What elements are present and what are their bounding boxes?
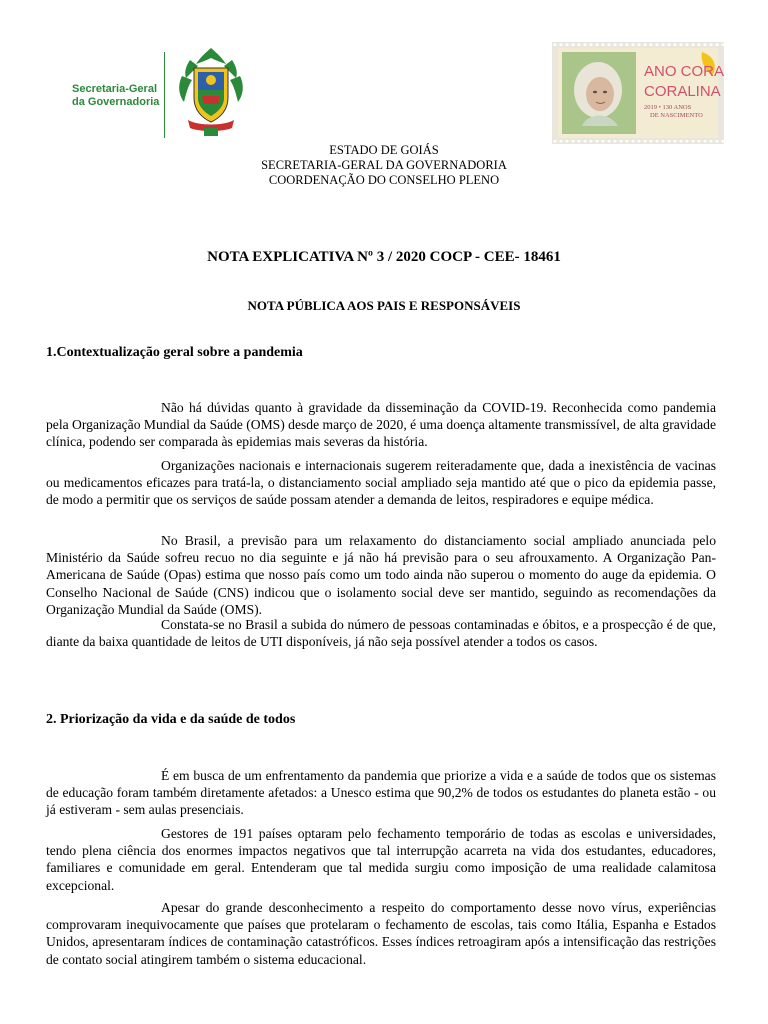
stamp-line2: CORALINA xyxy=(644,83,721,100)
government-header xyxy=(0,143,768,188)
ano-cora-coralina-stamp xyxy=(552,42,724,144)
section-1-paragraph: Não há dúvidas quanto à gravidade da disseminação da COVID-19. Reconhecida como pandemia pela Organização Mundial da Saúde (OMS) desde março de 2020, é uma doença altamente transmissível, de alta gravidade clínica, podendo ser comparada às epidemias mais severas da história. xyxy=(46,400,716,450)
section-1-paragraph: No Brasil, a previsão para um relaxamento do distanciamento social ampliado anunciada pelo Ministério da Saúde sofreu recuo no dia seguinte e já não há previsão para o seu afrouxamento. A Organização Pan-Americana de Saúde (Opas) estima que nosso país como um todo ainda não superou o momento do auge da epidemia. O Conselho Nacional de Saúde (CNS) indicou que o isolamento social deve ser mantido, seguindo as recomendações da Organização Mundial da Saúde (OMS). xyxy=(46,533,716,617)
section-2-paragraph: Gestores de 191 países optaram pelo fechamento temporário de todas as escolas e universidades, tendo plena ciência dos enormes impactos negativos que tal interrupção acarreta na vida dos estudantes, educadores, familiares e comunidade em geral. Entenderam que tal medida surgiu como imposição de uma realidade calamitosa excepcional. xyxy=(46,826,716,893)
section-2-title: 2. Priorização da vida e da saúde de todos xyxy=(46,712,296,727)
header-divider xyxy=(164,52,165,138)
document-subtitle: NOTA PÚBLICA AOS PAIS E RESPONSÁVEIS xyxy=(247,298,521,313)
gov-line-secretariat: SECRETARIA-GERAL DA GOVERNADORIA xyxy=(261,158,507,172)
org-name-line2: da Governadoria xyxy=(72,96,160,108)
section-1-paragraph: Organizações nacionais e internacionais sugerem reiteradamente que, dada a inexistência de vacinas ou medicamentos eficazes para tratá-la, o distanciamento social ampliado seja mantido até que o pico da epidemia passe, de modo a permitir que os serviços de saúde possam atender a demanda de leitos, respiradores e equipe médica. xyxy=(46,458,716,508)
section-1-paragraph: Constata-se no Brasil a subida do número de pessoas contaminadas e óbitos, e a prospecção é de que, diante da baixa quantidade de leitos de UTI disponíveis, já não seja possível atender a todos os casos. xyxy=(46,617,716,650)
document-title: NOTA EXPLICATIVA Nº 3 / 2020 COCP - CEE- 18461 xyxy=(207,249,561,265)
gov-line-coordination: COORDENAÇÃO DO CONSELHO PLENO xyxy=(268,173,500,187)
section-2-paragraph: Apesar do grande desconhecimento a respeito do comportamento desse novo vírus, experiências comprovaram inequivocamente que países que protelaram o fechamento de escolas, tais como Itália, Espanha e Estados Unidos, apresentaram índices de contaminação catastróficos. Esses índices retroagiram após a intensificação das restrições de contato social atingirem também o sistema educacional. xyxy=(46,900,716,967)
section-1-title: 1.Contextualização geral sobre a pandemia xyxy=(46,345,303,360)
coat-of-arms-icon xyxy=(174,46,248,138)
org-name-line1: Secretaria-Geral xyxy=(72,83,157,95)
stamp-line3: 2019 • 130 ANOS xyxy=(644,104,692,111)
stamp-line4: DE NASCIMENTO xyxy=(650,112,703,119)
stamp-line1: ANO CORA xyxy=(644,63,724,80)
gov-line-state: ESTADO DE GOIÁS xyxy=(329,143,439,157)
section-2-paragraph: É em busca de um enfrentamento da pandemia que priorize a vida e a saúde de todos que os sistemas de educação foram também diretamente afetados: a Unesco estima que 90,2% de todos os estudantes do planeta estão - ou já estiveram - sem aulas presenciais. xyxy=(46,768,716,818)
org-name xyxy=(72,83,159,109)
